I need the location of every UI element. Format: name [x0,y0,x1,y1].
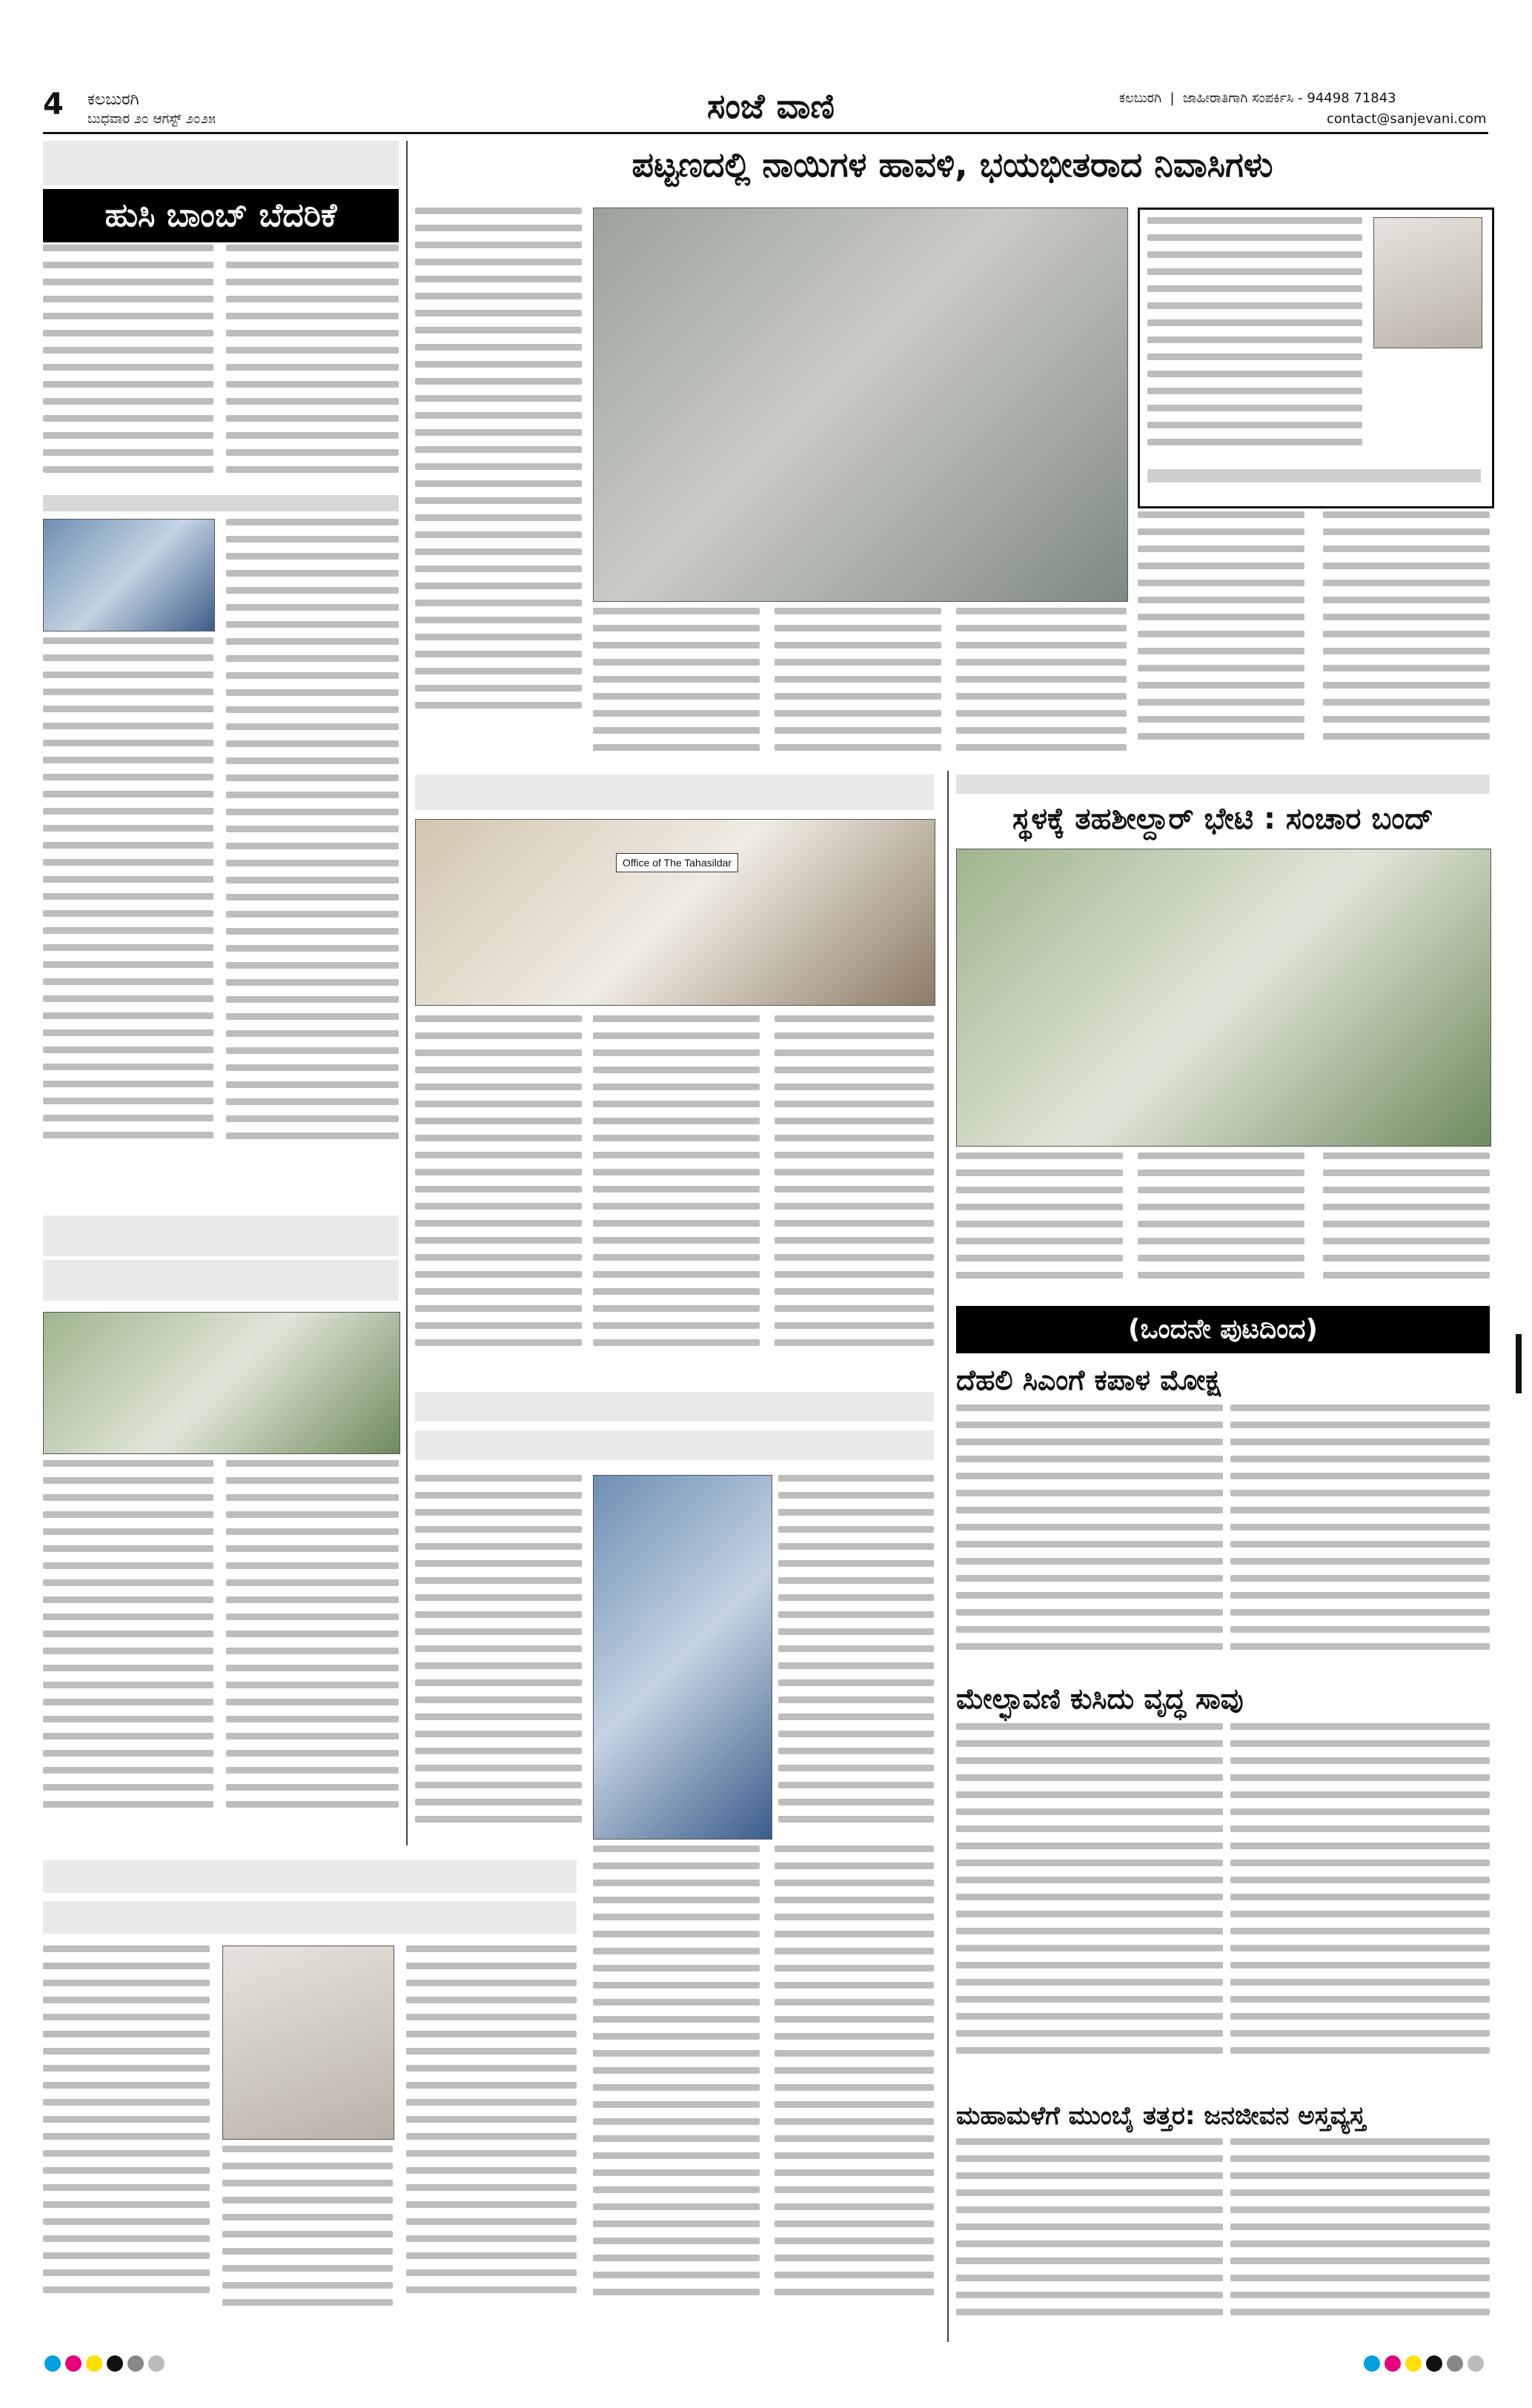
tahasildar-office-photo [415,819,935,1006]
dogs-story-col5 [1138,511,1304,763]
startup-story-left [43,637,213,1204]
delhi-cm-story-col1 [956,1404,1223,1671]
mumbai-story-col2 [1230,2138,1490,2338]
demands-story-col2 [593,1015,760,1386]
masthead-date: ಬುಧವಾರ ೨೦ ಆಗಸ್ಟ್ ೨೦೨೫ [87,111,216,127]
bomb-headline-line1-placeholder [43,141,399,185]
rain-headline-line1-placeholder [415,1392,934,1422]
bridge-kicker-placeholder [956,775,1490,794]
newspaper-logo: ಸಂಜೆ ವಾಣಿ [707,86,835,126]
bridge-headline: ಸ್ಥಳಕ್ಕೆ ತಹಶೀಲ್ದಾರ್ ಭೇಟಿ : ಸಂಚಾರ ಬಂದ್ [1012,802,1433,836]
schools-headline-line2-placeholder [43,1901,577,1934]
continued-banner: (ಒಂದನೇ ಪುಟದಿಂದ) [956,1306,1490,1353]
elderly-story-col1 [956,1723,1223,2086]
crop-story-col2 [226,1460,399,1853]
crop-headline-line2-placeholder [43,1260,399,1301]
rain-story-col5 [775,1845,934,2338]
color-registration-right [1364,2355,1488,2372]
crop-story-col1 [43,1460,213,1853]
elderly-story-col2 [1230,1723,1490,2086]
quote-text [1147,217,1362,462]
bridge-story-col1 [956,1152,1123,1301]
mumbai-story-col1 [956,2138,1223,2338]
mlc-portrait-photo [222,1946,394,2140]
tahasildar-sign: Office of The Tahasildar [616,853,738,872]
schools-headline-line1-placeholder [43,1860,577,1893]
quote-person-portrait [1373,217,1482,348]
dogs-headline: ಪಟ್ಟಣದಲ್ಲಿ ನಾಯಿಗಳ ಹಾವಳಿ, ಭಯಭೀತರಾದ ನಿವಾಸಿಗಳು [631,145,1273,185]
hospital-patient-photo [593,1475,772,1840]
demands-story-col1 [415,1015,582,1386]
bomb-story-col1 [43,245,213,489]
masthead [0,0,1532,133]
dogs-story-col4 [956,608,1127,763]
delhi-cm-headline: ದೆಹಲಿ ಸಿಎಂಗೆ ಕಪಾಳ ಮೋಕ್ಷ [956,1364,1221,1396]
masthead-rule [43,132,1488,134]
dogs-story-col6 [1323,511,1490,763]
mumbai-rain-headline: ಮಹಾಮಳೆಗೆ ಮುಂಬೈ ತತ್ತರ: ಜನಜೀವನ ಅಸ್ತವ್ಯಸ್ತ [956,2101,1366,2131]
startup-story-right [226,519,399,1204]
color-registration-left [44,2355,169,2372]
column-divider [406,141,408,1845]
column-divider [947,771,949,2342]
rain-story-col1 [415,1475,582,1853]
masthead-ad-contact: ಕಲಬುರಗಿ | ಜಾಹೀರಾತಿಗಾಗಿ ಸಂಪರ್ಕಿಸಿ - 94498 71843 [1119,90,1396,106]
elevate-subhead-placeholder [43,495,399,511]
crop-headline-line1-placeholder [43,1215,399,1256]
quote-attribution-placeholder [1147,469,1481,482]
demands-story-col3 [775,1015,934,1386]
elderly-death-headline: ಮೇಲ್ಛಾವಣಿ ಕುಸಿದು ವೃದ್ಧ ಸಾವು [956,1682,1244,1715]
flooded-field-photo [43,1312,400,1454]
masthead-city: ಕಲಬುರಗಿ [87,90,139,109]
rain-story-col3 [778,1475,934,1853]
dogs-story-col3 [775,608,941,763]
masthead-email[interactable]: contact@sanjevani.com [1327,111,1487,127]
schools-story-col1 [43,1946,210,2338]
quote-box [1138,208,1494,508]
schools-story-col3 [406,1946,577,2338]
dogs-story-col1 [415,208,582,763]
bridge-story-col2 [1138,1152,1304,1301]
delhi-cm-story-col2 [1230,1404,1490,1671]
rain-headline-line2-placeholder [415,1430,934,1460]
tahsildar-site-visit-photo [956,849,1491,1147]
page-edge-marker [1516,1334,1522,1393]
demands-headline-placeholder [415,775,934,810]
bomb-headline: ಹುಸಿ ಬಾಂಬ್ ಬೆದರಿಕೆ [43,189,399,242]
startup-founders-photo [43,519,215,631]
rain-story-col4 [593,1845,760,2338]
page-number: 4 [43,87,64,122]
bomb-story-col2 [226,245,399,489]
bridge-story-col3 [1323,1152,1490,1301]
stray-dogs-street-photo [593,208,1128,602]
schools-story-col2 [222,2146,393,2338]
dogs-story-col2 [593,608,760,763]
